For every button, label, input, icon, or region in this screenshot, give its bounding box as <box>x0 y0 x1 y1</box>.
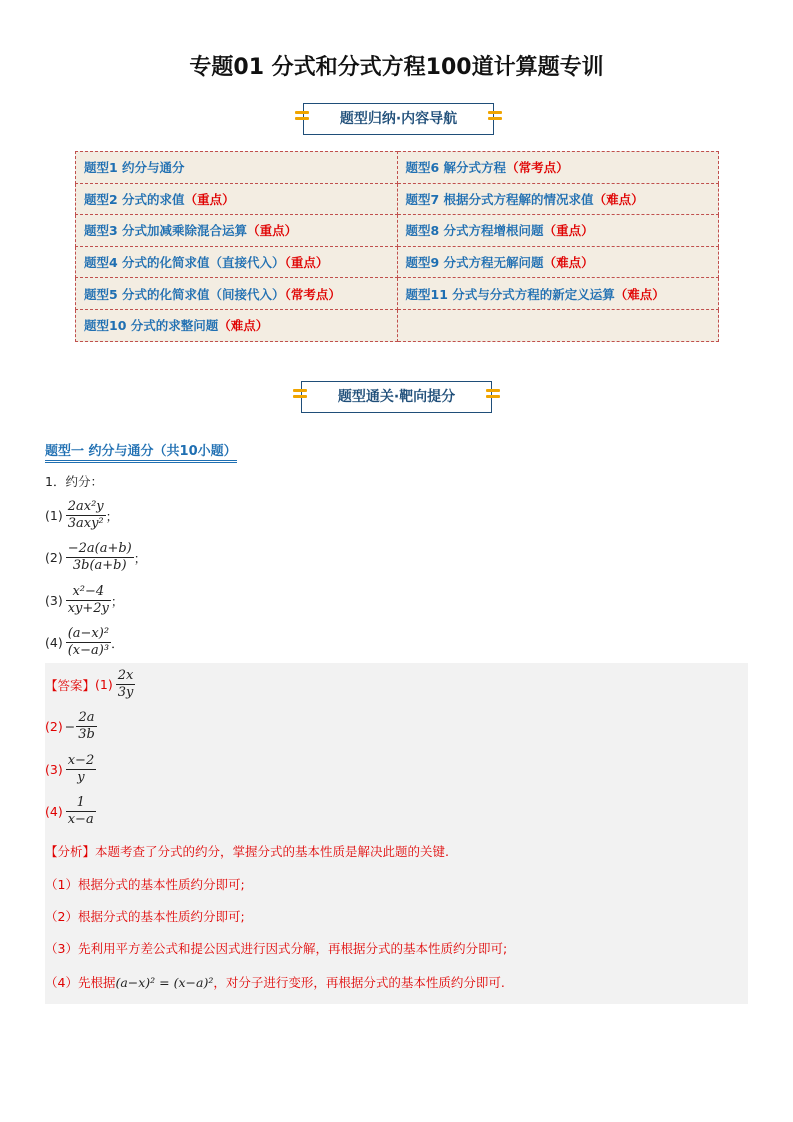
fraction <box>66 584 111 617</box>
numerator: 2a <box>76 710 97 727</box>
decor-bars-icon <box>293 389 307 405</box>
decor-bars-icon <box>486 389 500 405</box>
numerator: x²−4 <box>66 584 111 601</box>
part-end: ； <box>105 508 119 524</box>
nav-row <box>76 183 719 215</box>
denominator: 3b <box>78 727 95 742</box>
nav-row <box>76 309 719 341</box>
part-label: (3) <box>45 593 63 608</box>
nav-topic-label: 题型8 分式方程增根问题 <box>405 223 544 239</box>
nav-topic-tag: （难点） <box>614 286 665 302</box>
numerator: x−2 <box>67 753 95 768</box>
question-part-3 <box>45 584 123 617</box>
answer-label: 【答案】 <box>45 677 96 693</box>
denominator: 3y <box>117 685 134 700</box>
nav-topic-label: 题型10 分式的求整问题 <box>84 318 219 334</box>
denominator: xy+2y <box>67 601 109 616</box>
part-label: (4) <box>45 635 63 650</box>
nav-topic-label: 题型11 分式与分式方程的新定义运算 <box>405 286 615 302</box>
decor-bars-icon <box>488 111 502 127</box>
answer-item-4 <box>45 795 96 828</box>
nav-cell[interactable] <box>76 309 398 341</box>
nav-topic-label: 题型3 分式加减乘除混合运算 <box>84 223 248 239</box>
nav-cell[interactable] <box>76 278 398 310</box>
analysis-line-1: （1）根据分式的基本性质约分即可; <box>45 877 245 892</box>
nav-cell[interactable] <box>76 215 398 247</box>
analysis-line-2: （2）根据分式的基本性质约分即可; <box>45 909 245 924</box>
answer-item-2 <box>45 710 97 743</box>
nav-topic-tag: （常考点） <box>284 286 341 302</box>
fraction <box>66 541 134 574</box>
answer-item-1 <box>45 668 135 701</box>
topic-navigation-table <box>75 151 719 342</box>
numerator: −2a(a+b) <box>67 541 132 556</box>
denominator: 3b(a+b) <box>72 558 127 573</box>
negative-sign: − <box>64 719 76 734</box>
nav-topic-tag: （难点） <box>543 255 594 271</box>
nav-topic-tag: （重点） <box>247 223 298 239</box>
part-label: (1) <box>45 508 63 523</box>
nav-topic-tag: （常考点） <box>506 160 569 176</box>
answer-part-label: (3) <box>45 762 63 777</box>
nav-cell[interactable] <box>76 246 398 278</box>
nav-topic-tag: （难点） <box>593 191 644 207</box>
part-end: ； <box>133 550 147 566</box>
nav-topic-tag: （重点） <box>184 191 235 207</box>
part-end: ； <box>110 593 124 609</box>
question-part-2 <box>45 541 146 574</box>
nav-topic-label: 题型4 分式的化简求值（直接代入） <box>84 255 285 271</box>
nav-topic-label: 题型9 分式方程无解问题 <box>405 255 544 271</box>
numerator: 2ax²y <box>67 499 104 514</box>
nav-cell[interactable] <box>76 183 398 215</box>
nav-topic-tag: （重点） <box>543 223 594 239</box>
nav-cell[interactable] <box>397 278 719 310</box>
question-part-1 <box>45 499 118 532</box>
nav-row <box>76 215 719 247</box>
nav-cell[interactable] <box>397 246 719 278</box>
nav-row <box>76 246 719 278</box>
nav-topic-tag: （重点） <box>284 255 329 271</box>
analysis-formula: (a−x)² = (x−a)² <box>115 975 214 990</box>
decor-bars-icon <box>295 111 309 127</box>
nav-banner-label: 题型归纳·内容导航 <box>339 111 458 127</box>
analysis-line-4-post: ，对分子进行变形，再根据分式的基本性质约分即可. <box>213 975 505 990</box>
analysis-line-4-pre: （4）先根据 <box>45 975 116 990</box>
page-title: 专题01 分式和分式方程100道计算题专训 <box>189 55 604 80</box>
question-part-4 <box>45 626 124 659</box>
nav-row <box>76 152 719 184</box>
nav-topic-tag: （难点） <box>218 318 269 334</box>
numerator: (a−x)² <box>67 626 110 641</box>
denominator: (x−a)³ <box>67 643 110 658</box>
fraction <box>66 753 97 786</box>
fraction <box>66 795 96 828</box>
section-heading: 题型一 约分与通分（共10小题） <box>45 440 237 463</box>
analysis-line-3: （3）先利用平方差公式和提公因式进行因式分解，再根据分式的基本性质约分即可; <box>45 941 508 956</box>
part-label: (2) <box>45 550 63 565</box>
nav-row <box>76 278 719 310</box>
nav-topic-label: 题型1 约分与通分 <box>84 160 185 176</box>
answer-part-label: (2) <box>45 719 63 734</box>
analysis-heading: 【分析】本题考查了分式的约分，掌握分式的基本性质是解决此题的关键. <box>45 844 449 859</box>
analysis-line-4 <box>45 973 505 991</box>
fraction <box>116 668 136 701</box>
nav-cell[interactable] <box>397 152 719 184</box>
denominator: 3axy² <box>67 516 104 531</box>
nav-topic-label: 题型2 分式的求值 <box>84 191 185 207</box>
nav-cell[interactable] <box>397 183 719 215</box>
nav-cell <box>397 309 719 341</box>
practice-banner <box>301 381 492 413</box>
nav-cell[interactable] <box>76 152 398 184</box>
nav-topic-label: 题型7 根据分式方程解的情况求值 <box>405 191 594 207</box>
fraction <box>76 710 97 743</box>
nav-banner <box>303 103 494 135</box>
denominator: x−a <box>67 812 94 827</box>
part-end: ． <box>111 635 124 651</box>
nav-topic-label: 题型6 解分式方程 <box>405 160 507 176</box>
answer-part-label: (1) <box>95 677 113 692</box>
nav-topic-label: 题型5 分式的化简求值（间接代入） <box>84 286 285 302</box>
question-stem: 1．约分： <box>45 474 103 489</box>
numerator: 1 <box>66 795 96 812</box>
denominator: y <box>77 770 85 785</box>
fraction <box>66 499 106 532</box>
fraction <box>66 626 111 659</box>
practice-banner-label: 题型通关·靶向提分 <box>337 389 456 405</box>
answer-part-label: (4) <box>45 804 63 819</box>
nav-cell[interactable] <box>397 215 719 247</box>
numerator: 2x <box>116 668 136 685</box>
answer-item-3 <box>45 753 96 786</box>
